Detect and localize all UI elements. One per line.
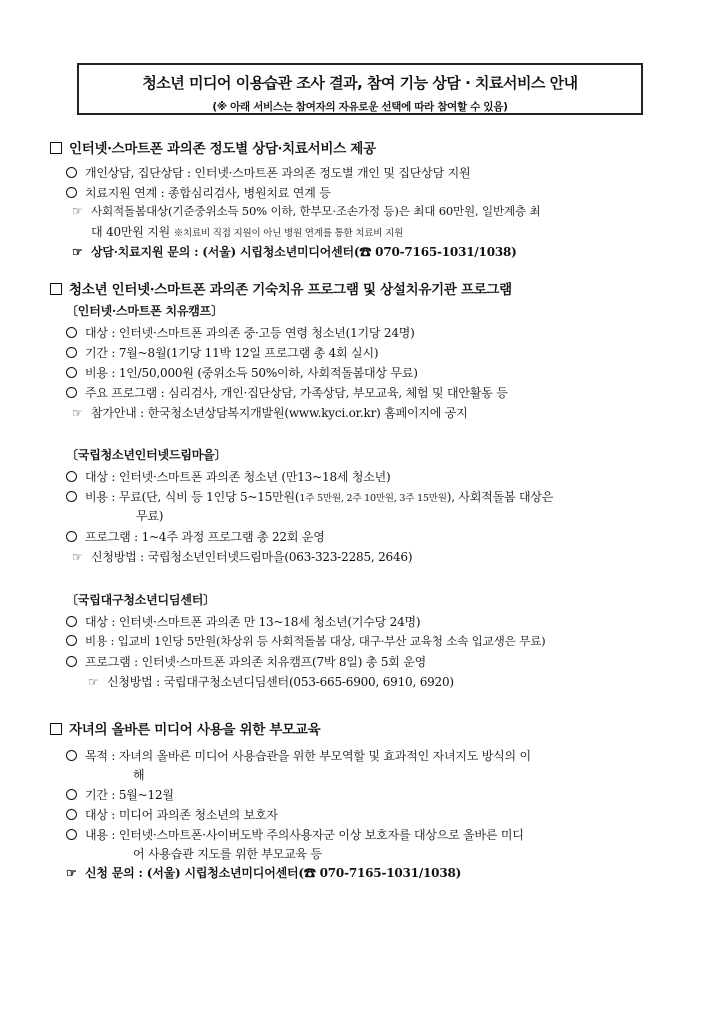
circle-bullet-icon: [66, 387, 77, 398]
section-heading-counseling: 인터넷·스마트폰 과의존 정도별 상담·치료서비스 제공: [50, 137, 376, 157]
circle-bullet-icon: [66, 491, 77, 502]
list-item: 목적 : 자녀의 올바른 미디어 사용습관을 위한 부모역할 및 효과적인 자녀지도 방식의 이: [66, 747, 531, 764]
list-item: 대상 : 인터넷·스마트폰 과의존 청소년 (만13~18세 청소년): [66, 468, 391, 485]
square-bullet-icon: [50, 283, 62, 295]
list-item: 개인상담, 집단상담 : 인터넷·스마트폰 과의존 정도별 개인 및 집단상담 지원: [66, 164, 470, 181]
circle-bullet-icon: [66, 327, 77, 338]
list-item: 비용 : 1인/50,000원 (중위소득 50%이하, 사회적돌봄대상 무료): [66, 364, 418, 381]
note-line: ☞ 신청방법 : 국립대구청소년디딤센터(053-665-6900, 6910, 6920): [88, 675, 454, 689]
circle-bullet-icon: [66, 750, 77, 761]
circle-bullet-icon: [66, 656, 77, 667]
circle-bullet-icon: [66, 829, 77, 840]
pointing-hand-icon: ☞: [72, 245, 83, 259]
list-item-continuation: 어 사용습관 지도를 위한 부모교육 등: [133, 847, 322, 861]
list-item: 대상 : 인터넷·스마트폰 과의존 만 13~18세 청소년(기수당 24명): [66, 613, 420, 630]
list-item: 비용 : 무료(단, 식비 등 1인당 5~15만원(1주 5만원, 2주 10만원, 3주 15만원), 사회적돌봄 대상은: [66, 488, 553, 505]
list-item: 대상 : 인터넷·스마트폰 과의존 중·고등 연령 청소년(1기당 24명): [66, 324, 415, 341]
square-bullet-icon: [50, 723, 62, 735]
list-item: 대상 : 미디어 과의존 청소년의 보호자: [66, 806, 278, 823]
circle-bullet-icon: [66, 167, 77, 178]
list-item: 내용 : 인터넷·스마트폰·사이버도박 주의사용자군 이상 보호자를 대상으로 올바른 미디: [66, 826, 524, 843]
list-item: 기간 : 5월~12월: [66, 786, 174, 803]
page-subtitle: (※ 아래 서비스는 참여자의 자유로운 선택에 따라 참여할 수 있음): [212, 101, 508, 113]
circle-bullet-icon: [66, 789, 77, 800]
page-title: 청소년 미디어 이용습관 조사 결과, 참여 기능 상담 · 치료서비스 안내: [142, 74, 578, 92]
section-heading-camp-programs: 청소년 인터넷·스마트폰 과의존 기숙치유 프로그램 및 상설치유기관 프로그램: [50, 278, 512, 298]
section-heading-parent-education: 자녀의 올바른 미디어 사용을 위한 부모교육: [50, 718, 320, 738]
title-box: [77, 63, 643, 115]
counseling-inquiry: ☞ 상담·치료지원 문의 : (서울) 시립청소년미디어센터(☎ 070-7165-1031/1038): [72, 245, 517, 259]
circle-bullet-icon: [66, 347, 77, 358]
pointing-hand-icon: ☞: [72, 550, 83, 564]
pointing-hand-icon: ☞: [88, 675, 99, 689]
list-item: 프로그램 : 인터넷·스마트폰 과의존 치유캠프(7박 8일) 총 5회 운영: [66, 653, 426, 670]
circle-bullet-icon: [66, 635, 77, 646]
subsection-title-didim-center: 〔국립대구청소년디딤센터〕: [66, 593, 215, 607]
note-line: ☞ 참가안내 : 한국청소년상담복지개발원(www.kyci.or.kr) 홈페이지에 공지: [72, 406, 468, 420]
list-item: 프로그램 : 1~4주 과정 프로그램 총 22회 운영: [66, 528, 325, 545]
note-line: 대 40만원 지원 ※치료비 직접 지원이 아닌 병원 연계를 통한 치료비 지원: [91, 225, 404, 239]
list-item: 기간 : 7월~8월(1기당 11박 12일 프로그램 총 4회 실시): [66, 344, 378, 361]
parent-education-inquiry: ☞ 신청 문의 : (서울) 시립청소년미디어센터(☎ 070-7165-1031/1038): [66, 866, 462, 880]
list-item-continuation: 해: [133, 768, 145, 782]
note-line: ☞ 신청방법 : 국립청소년인터넷드림마을(063-323-2285, 2646): [72, 550, 413, 564]
subsection-title-dream-village: 〔국립청소년인터넷드림마을〕: [66, 448, 227, 462]
subsection-title-camp: 〔인터넷·스마트폰 치유캠프〕: [66, 304, 223, 318]
list-item: 주요 프로그램 : 심리검사, 개인·집단상담, 가족상담, 부모교육, 체험 및 대안활동 등: [66, 384, 508, 401]
pointing-hand-icon: ☞: [72, 406, 83, 420]
circle-bullet-icon: [66, 809, 77, 820]
circle-bullet-icon: [66, 187, 77, 198]
pointing-hand-icon: ☞: [66, 866, 77, 880]
circle-bullet-icon: [66, 531, 77, 542]
note-line: ☞ 사회적돌봄대상(기준중위소득 50% 이하, 한부모·조손가정 등)은 최대 60만원, 일반계층 최: [72, 204, 541, 218]
circle-bullet-icon: [66, 471, 77, 482]
pointing-hand-icon: ☞: [72, 204, 83, 218]
list-item: 치료지원 연계 : 종합심리검사, 병원치료 연계 등: [66, 184, 331, 201]
list-item-continuation: 무료): [136, 509, 164, 523]
list-item: 비용 : 입교비 1인당 5만원(차상위 등 사회적돌봄 대상, 대구·부산 교육청 소속 입교생은 무료): [66, 633, 546, 649]
circle-bullet-icon: [66, 616, 77, 627]
square-bullet-icon: [50, 142, 62, 154]
circle-bullet-icon: [66, 367, 77, 378]
